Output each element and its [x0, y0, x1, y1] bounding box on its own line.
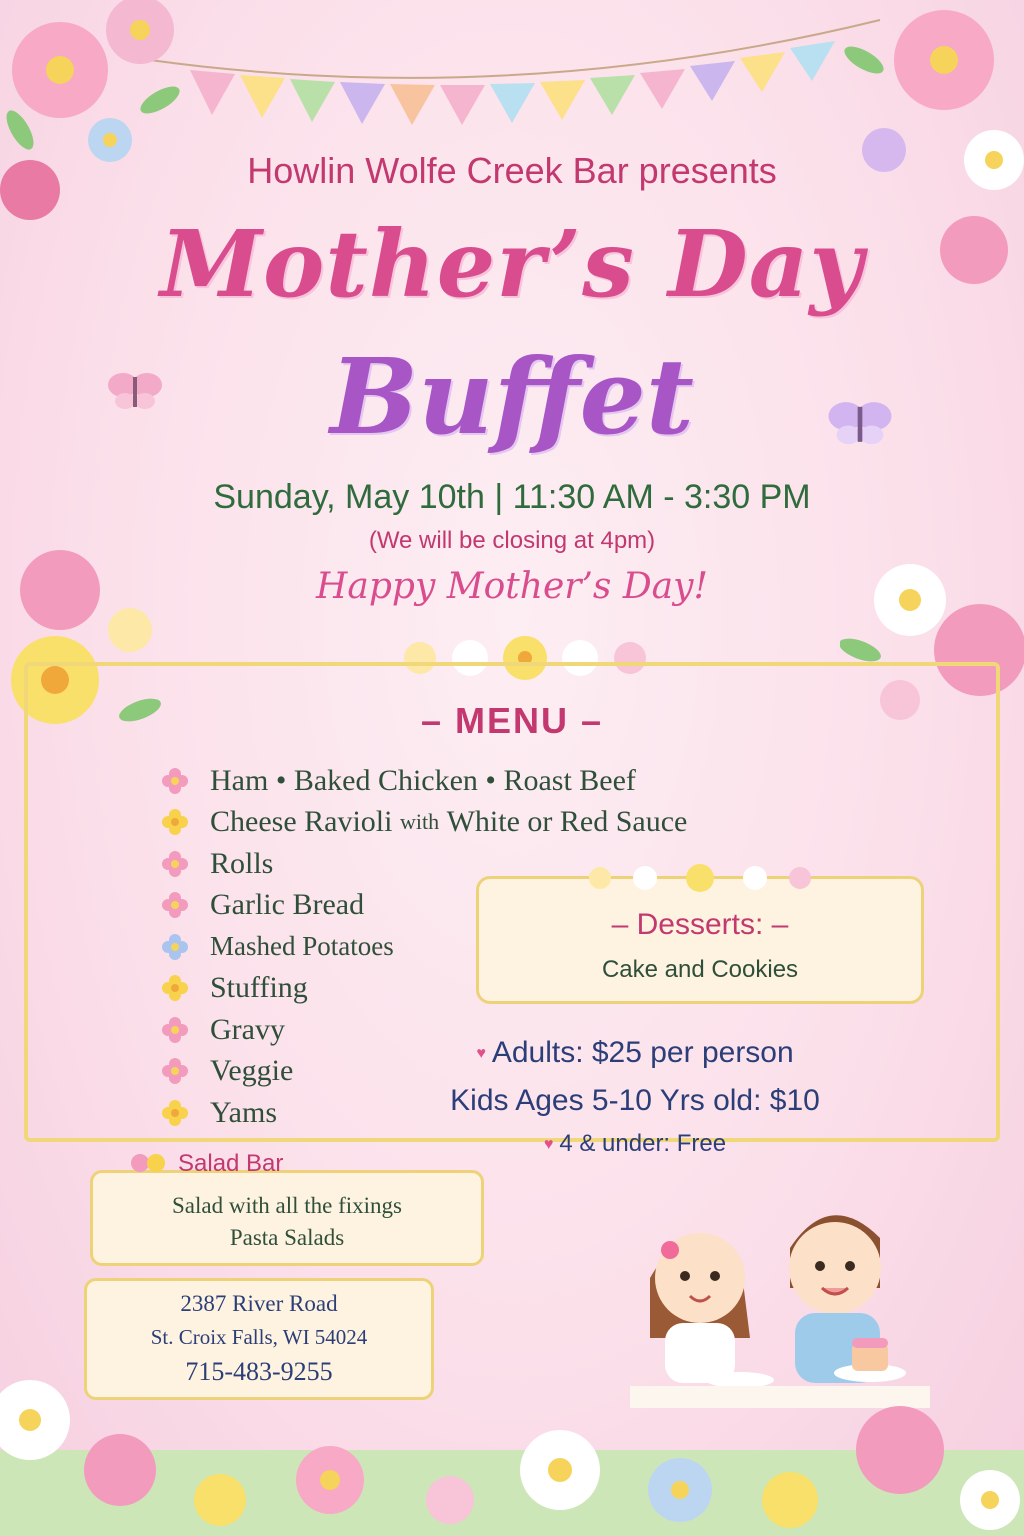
menu-item	[160, 760, 850, 802]
flower-icon	[128, 1148, 168, 1178]
price-adults	[370, 1036, 900, 1070]
price-adults-text: Adults: $25 per person	[491, 1036, 794, 1069]
menu-item-label: Rolls	[210, 846, 274, 880]
heart-icon: ♥	[476, 1045, 486, 1063]
menu-item-with: with	[399, 809, 440, 835]
menu-item-label: Ham • Baked Chicken • Roast Beef	[210, 763, 636, 797]
title-line-2: Buffet	[330, 335, 694, 458]
address-phone: 715-483-9255	[185, 1357, 333, 1386]
title-line-1: Mother’s Day	[160, 210, 864, 318]
menu-item-label: Yams	[210, 1095, 277, 1129]
flower-bullet-icon	[160, 1056, 190, 1086]
event-date-time: Sunday, May 10th | 11:30 AM - 3:30 PM	[213, 478, 811, 516]
flower-bullet-icon	[160, 973, 190, 1003]
butterfly-icon	[825, 392, 895, 452]
flower-bullet-icon	[160, 1098, 190, 1128]
menu-title: – MENU –	[420, 700, 604, 741]
price-under-text: 4 & under: Free	[559, 1130, 727, 1157]
address-street: 2387 River Road	[180, 1291, 338, 1316]
desserts-item: Cake and Cookies	[601, 956, 799, 983]
address-city: St. Croix Falls, WI 54024	[150, 1325, 368, 1349]
menu-item-sauce: White or Red Sauce	[446, 805, 688, 839]
menu-item-label: Cheese Ravioli	[210, 805, 393, 839]
flower-bullet-icon	[160, 932, 190, 962]
flower-bullet-icon	[160, 807, 190, 837]
menu-item-label: Veggie	[210, 1054, 294, 1088]
salad-bar-line: Salad with all the fixings	[172, 1193, 402, 1218]
menu-item-label: Mashed Potatoes	[210, 931, 394, 962]
menu-item-label: Gravy	[210, 1012, 285, 1046]
presenter-line: Howlin Wolfe Creek Bar presents	[247, 150, 777, 191]
menu-item-label: Garlic Bread	[210, 888, 365, 922]
salad-bar-title: Salad Bar	[178, 1150, 284, 1177]
flower-bullet-icon	[160, 890, 190, 920]
desserts-title: – Desserts: –	[611, 908, 789, 941]
flower-garland-desserts	[570, 858, 830, 898]
butterfly-icon	[105, 365, 165, 415]
flower-bullet-icon	[160, 766, 190, 796]
price-kids: Kids Ages 5-10 Yrs old: $10	[450, 1084, 820, 1117]
flower-bullet-icon	[160, 1015, 190, 1045]
heart-icon: ♥	[543, 1135, 554, 1153]
price-under	[370, 1130, 900, 1158]
flower-bullet-icon	[160, 849, 190, 879]
salad-bar-line: Pasta Salads	[229, 1225, 345, 1250]
menu-item-label: Stuffing	[210, 971, 308, 1005]
menu-item	[160, 802, 850, 844]
flower-border-bottom	[0, 1300, 1024, 1536]
closing-note: (We will be closing at 4pm)	[368, 527, 656, 554]
greeting: Happy Mother’s Day!	[316, 566, 708, 607]
